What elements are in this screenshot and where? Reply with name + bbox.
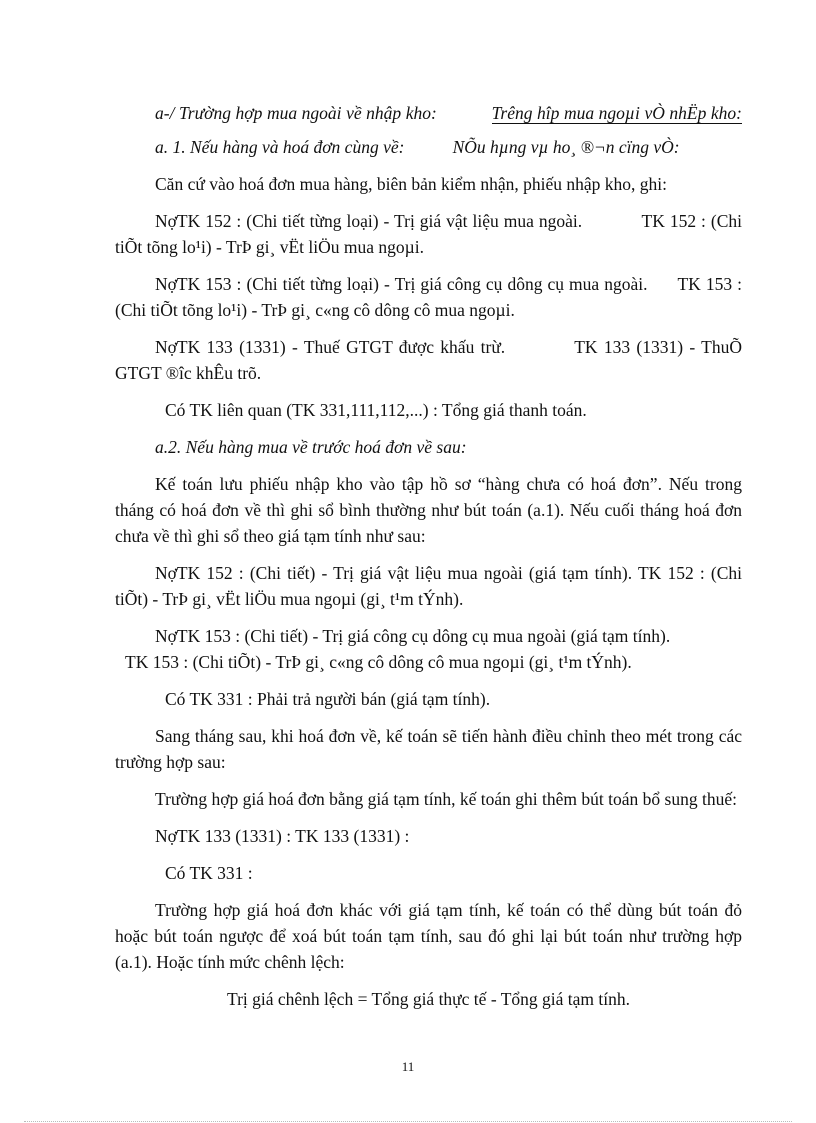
paragraph-next-month: Sang tháng sau, khi hoá đơn về, kế toán sẽ tiến hành điều chỉnh theo mét trong các trường hợp sau: <box>115 726 742 772</box>
page-body <box>115 100 742 1012</box>
paragraph-accounting-storage: Kế toán lưu phiếu nhập kho vào tập hồ sơ “hàng chưa có hoá đơn”. Nếu trong tháng có hoá đơn về thì ghi sổ bình thường như bút toán (a.1). Nếu cuối tháng hoá đơn chưa về thì ghi sổ theo giá tạm tính như sau: <box>115 474 742 546</box>
entry-credit-related: Có TK liên quan (TK 331,111,112,...) : Tổng giá thanh toán. <box>165 400 587 420</box>
entry-credit-331-supplement: Có TK 331 : <box>165 863 253 883</box>
entry-debit-133-supplement: NợTK 133 (1331) : TK 133 (1331) : <box>155 826 410 846</box>
page-bottom-border <box>24 1121 792 1122</box>
formula-difference-value: Trị giá chênh lệch = Tổng giá thực tế - Tổng giá tạm tính. <box>227 989 630 1009</box>
heading-purchase-external <box>115 100 742 126</box>
entry-debit-153-temp-garbled: TK 153 : (Chi tiÕt) - TrÞ gi¸ c«ng cô dông cô mua ngoµi (gi¸ t¹m tÝnh). <box>125 652 632 672</box>
entry-debit-152-garbled: TK 152 : (Chi tiÕt tõng lo¹i) - TrÞ gi¸ vËt liÖu mua ngoµi. <box>115 211 743 257</box>
entry-debit-153 <box>115 271 742 323</box>
entry-credit-331-temp: Có TK 331 : Phải trả người bán (giá tạm tính). <box>165 689 491 709</box>
entry-debit-133 <box>115 334 742 386</box>
entry-debit-133-text: NợTK 133 (1331) - Thuế GTGT được khấu trừ. <box>155 337 506 357</box>
paragraph-based-on-invoice: Căn cứ vào hoá đơn mua hàng, biên bản kiểm nhận, phiếu nhập kho, ghi: <box>155 174 668 194</box>
entry-debit-153-temp <box>115 623 742 675</box>
entry-debit-153-temp-text: NợTK 153 : (Chi tiết) - Trị giá công cụ dông cụ mua ngoài (giá tạm tính). <box>155 626 671 646</box>
entry-debit-152-temp-garbled: TK 152 : (Chi tiÕt) - TrÞ gi¸ vËt liÖu mua ngoµi (gi¸ t¹m tÝnh). <box>115 563 742 609</box>
entry-debit-153-garbled: TK 153 : (Chi tiÕt tõng lo¹i) - TrÞ gi¸ c«ng cô dông cô mua ngoµi. <box>115 274 742 320</box>
entry-debit-152-text: NợTK 152 : (Chi tiết từng loại) - Trị giá vật liệu mua ngoài. <box>155 211 583 231</box>
entry-debit-152-temp <box>115 560 742 612</box>
heading-purchase-external-garbled: Trêng hîp mua ngoµi vÒ nhËp kho: <box>491 103 743 123</box>
paragraph-case-different-price: Trường hợp giá hoá đơn khác với giá tạm tính, kế toán có thể dùng bút toán đỏ hoặc bút toán ngược để xoá bút toán tạm tính, sau đó ghi lại bút toán như trường hợp (a.1). Hoặc tính mức chênh lệch: <box>115 900 742 972</box>
entry-debit-153-text: NợTK 153 : (Chi tiết từng loại) - Trị giá công cụ dông cụ mua ngoài. <box>155 274 648 294</box>
heading-a1-garbled: NÕu hµng vµ ho¸ ®¬n cïng vÒ: <box>452 137 680 157</box>
entry-debit-133-garbled: TK 133 (1331) - ThuÕ GTGT ®îc khÊu trõ. <box>115 337 743 383</box>
heading-purchase-external-text: a-/ Trường hợp mua ngoài về nhập kho: <box>155 103 437 123</box>
heading-a1-text: a. 1. Nếu hàng và hoá đơn cùng về: <box>155 137 405 157</box>
page-number: 11 <box>401 1059 415 1074</box>
paragraph-case-equal-price: Trường hợp giá hoá đơn bằng giá tạm tính, kế toán ghi thêm bút toán bổ sung thuế: <box>155 789 737 809</box>
heading-goods-before-invoice: a.2. Nếu hàng mua về trước hoá đơn về sau: <box>155 437 467 457</box>
entry-debit-152 <box>115 208 742 260</box>
entry-debit-152-temp-text: NợTK 152 : (Chi tiết) - Trị giá vật liệu mua ngoài (giá tạm tính). <box>155 563 633 583</box>
heading-goods-and-invoice-together <box>115 134 742 160</box>
